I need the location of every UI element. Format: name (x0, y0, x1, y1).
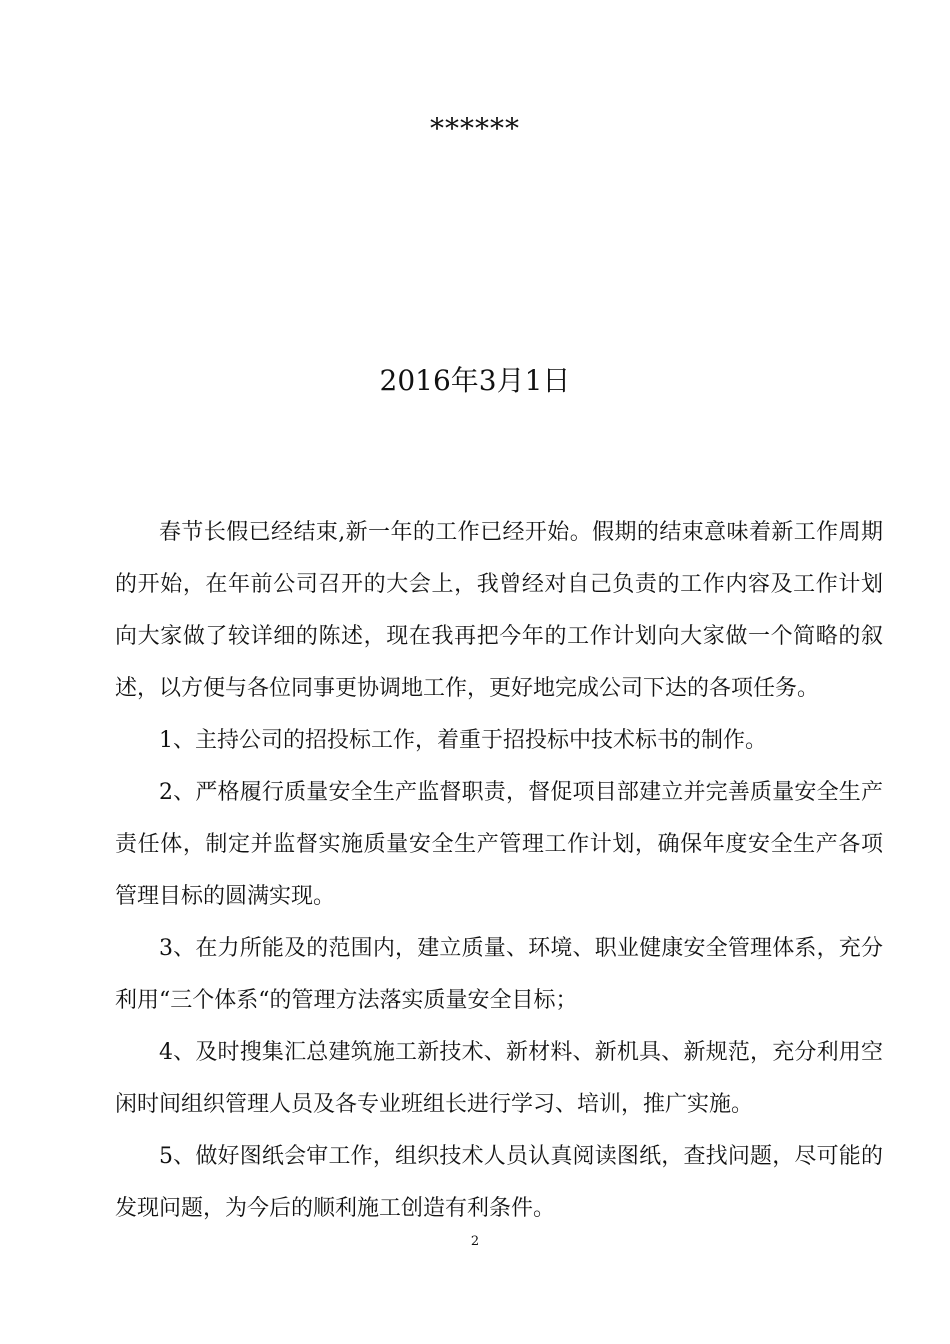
document-date: 2016年3月1日 (379, 364, 571, 397)
plan-item-5: 5、做好图纸会审工作，组织技术人员认真阅读图纸，查找问题，尽可能的发现问题，为今后的顺利施工创造有利条件。 (115, 1144, 883, 1221)
plan-item-3: 3、在力所能及的范围内，建立质量、环境、职业健康安全管理体系，充分利用“三个体系“的管理方法落实质量安全目标； (115, 936, 883, 1013)
plan-item-1: 1、主持公司的招投标工作，着重于招投标中技术标书的制作。 (159, 728, 767, 753)
intro-paragraph: 春节长假已经结束,新一年的工作已经开始。假期的结束意味着新工作周期的开始，在年前公司召开的大会上，我曾经对自己负责的工作内容及工作计划向大家做了较详细的陈述，现在我再把今年的工作计划向大家做一个简略的叙述，以方便与各位同事更协调地工作，更好地完成公司下达的各项任务。 (115, 520, 883, 701)
document-title: ****** (430, 112, 520, 145)
plan-item-2: 2、严格履行质量安全生产监督职责，督促项目部建立并完善质量安全生产责任体，制定并监督实施质量安全生产管理工作计划，确保年度安全生产各项管理目标的圆满实现。 (115, 780, 883, 909)
page-number: 2 (470, 1234, 480, 1249)
plan-item-4: 4、及时搜集汇总建筑施工新技术、新材料、新机具、新规范，充分利用空闲时间组织管理人员及各专业班组长进行学习、培训，推广实施。 (115, 1040, 883, 1117)
document-body (115, 507, 883, 1235)
